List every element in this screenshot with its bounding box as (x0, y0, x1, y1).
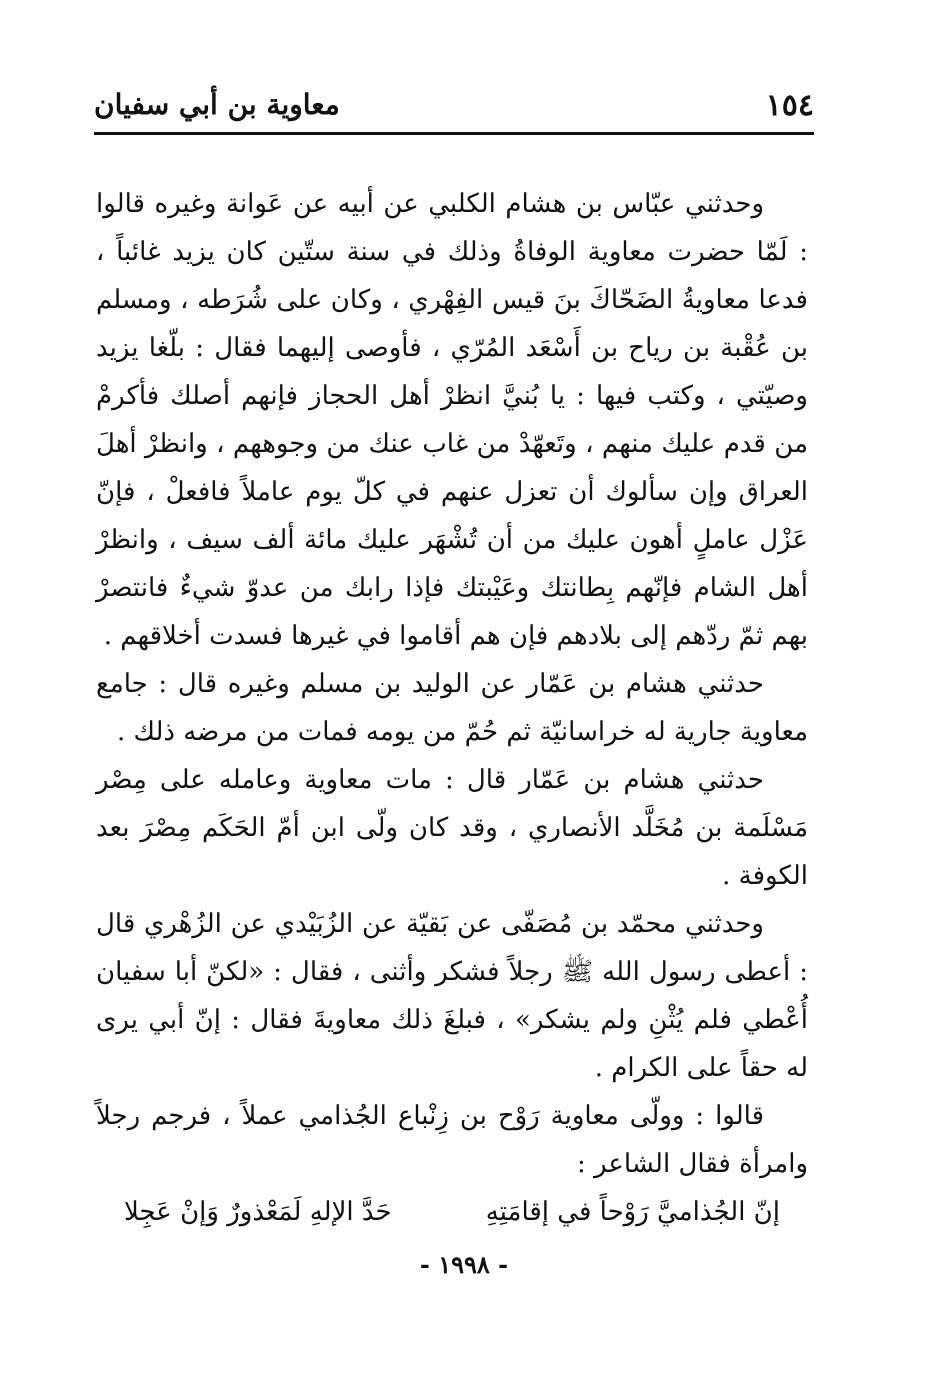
paragraph-1: وحدثني عبّاس بن هشام الكلبي عن أبيه عن عَوانة وغيره قالوا : لَمّا حضرت معاوية الوفاةُ وذلك في سنة ستّين كان يزيد غائباً ، فدعا معاويةُ الضَحّاكَ بنَ قيس الفِهْري ، وكان على شُرَطه ، ومسلم بن عُقْبة بن رياح بن أَسْعَد المُرّي ، فأوصى إليهما فقال : بلّغا يزيد وصيّتي ، وكتب فيها : يا بُنيَّ انظرْ أهل الحجاز فإنهم أصلك فأكرمْ من قدم عليك منهم ، وتَعهّدْ من غاب عنك من وجوههم ، وانظرْ أهلَ العراق وإن سألوك أن تعزل عنهم في كلّ يوم عاملاً فافعلْ ، فإنّ عَزْل عاملٍ أهون عليك من أن تُشْهَر عليك مائة ألف سيف ، وانظرْ أهل الشام فإنّهم بِطانتك وعَيْبتك فإذا رابك من عدوّ شيءٌ فانتصرْ بهم ثمّ ردّهم إلى بلادهم فإن هم أقاموا في غيرها فسدت أخلاقهم . (96, 189, 808, 651)
paragraph-2: حدثني هشام بن عَمّار عن الوليد بن مسلم وغيره قال : جامع معاوية جارية له خراسانيّة ثم حُمّ من يومه فمات من مرضه ذلك . (96, 669, 808, 747)
header-page-number: ١٥٤ (765, 88, 814, 123)
verse-first-hemistich: إنّ الجُذاميَّ رَوْحاً في إقامَتِهِ (485, 1197, 780, 1227)
paragraph-5: قالوا : وولّى معاوية رَوْح بن زِنْباع الجُذامي عملاً ، فرجم رجلاً وامرأة فقال الشاعر : (96, 1101, 808, 1179)
paragraph-4: وحدثني محمّد بن مُصَفّى عن بَقيّة عن الزُبَيْدي عن الزُهْري قال : أعطى رسول الله ﷺ رجلاً فشكر وأثنى ، فقال : «لكنّ أبا سفيان أُعْطي فلم يُثْنِ ولم يشكر» ، فبلغَ ذلك معاويةَ فقال : إنّ أبي يرى له حقاً على الكرام . (96, 909, 808, 1083)
header-rule (94, 132, 814, 135)
body-text (96, 180, 808, 1236)
footer-page-number: - ١٩٩٨ - (419, 1250, 509, 1279)
running-title: معاوية بن أبي سفيان (94, 88, 340, 121)
verse-second-hemistich: حَدَّ الإلهِ لَمَعْذورٌ وَإنْ عَجِلا (124, 1197, 392, 1227)
poem-verse (96, 1188, 808, 1236)
paragraph-3: حدثني هشام بن عَمّار قال : مات معاوية وعامله على مِصْر مَسْلَمة بن مُخَلَّد الأنصاري ، وقد كان ولّى ابن أمّ الحَكَم مِصْرَ بعد الكوفة . (96, 765, 808, 891)
page-header (94, 80, 814, 132)
